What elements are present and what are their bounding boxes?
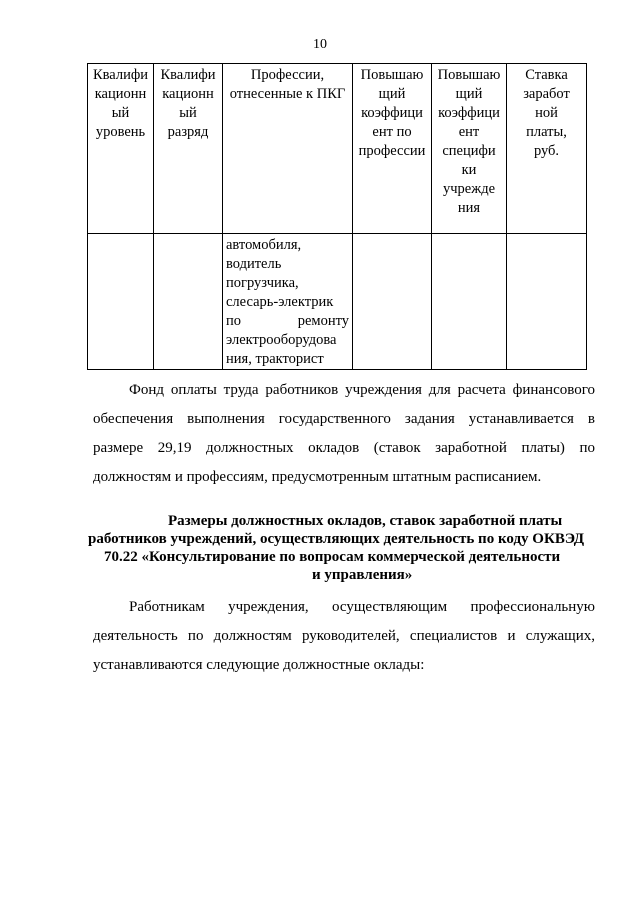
header-institution-coefficient: Повышаю щий коэффици ент специфи ки учрежде ния [432, 64, 507, 234]
header-qualification-level: Квалифи кационн ый уровень [88, 64, 154, 234]
table-row [88, 234, 587, 370]
section-heading: Размеры должностных окладов, ставок заработной платы работников учреждений, осуществляющих деятельность по коду ОКВЭД 70.22 «Консультирование по вопросам коммерческой деятельности и управления» [88, 513, 585, 583]
header-wage-rate: Ставка заработ ной платы, руб. [507, 64, 587, 234]
page-number: 10 [313, 37, 327, 52]
cell-institution-coefficient [432, 234, 507, 370]
paragraph-salaries-intro: Работникам учреждения, осуществляющим профессиональную деятельность по должностям руководителей, специалистов и служащих, устанавливаются следующие должностные оклады: [93, 599, 595, 673]
cell-profession-coefficient [353, 234, 432, 370]
table-header-row [88, 64, 587, 234]
paragraph-payroll-fund: Фонд оплаты труда работников учреждения для расчета финансового обеспечения выполнения государственного задания устанавливается в размере 29,19 должностных окладов (ставок заработной платы) по должностям и профессиям, предусмотренным штатным расписанием. [93, 382, 595, 485]
cell-professions: автомобиля, водитель погрузчика, слесарь-электрик по ремонту электрооборудова ния, тракторист [223, 234, 353, 370]
cell-qualification-grade [154, 234, 223, 370]
header-professions: Профессии, отнесенные к ПКГ [223, 64, 353, 234]
cell-qualification-level [88, 234, 154, 370]
professions-justified-line: по ремонту [226, 313, 349, 329]
header-profession-coefficient: Повышаю щий коэффици ент по профессии [353, 64, 432, 234]
profession-table [87, 63, 587, 370]
cell-wage-rate [507, 234, 587, 370]
header-qualification-grade: Квалифи кационн ый разряд [154, 64, 223, 234]
